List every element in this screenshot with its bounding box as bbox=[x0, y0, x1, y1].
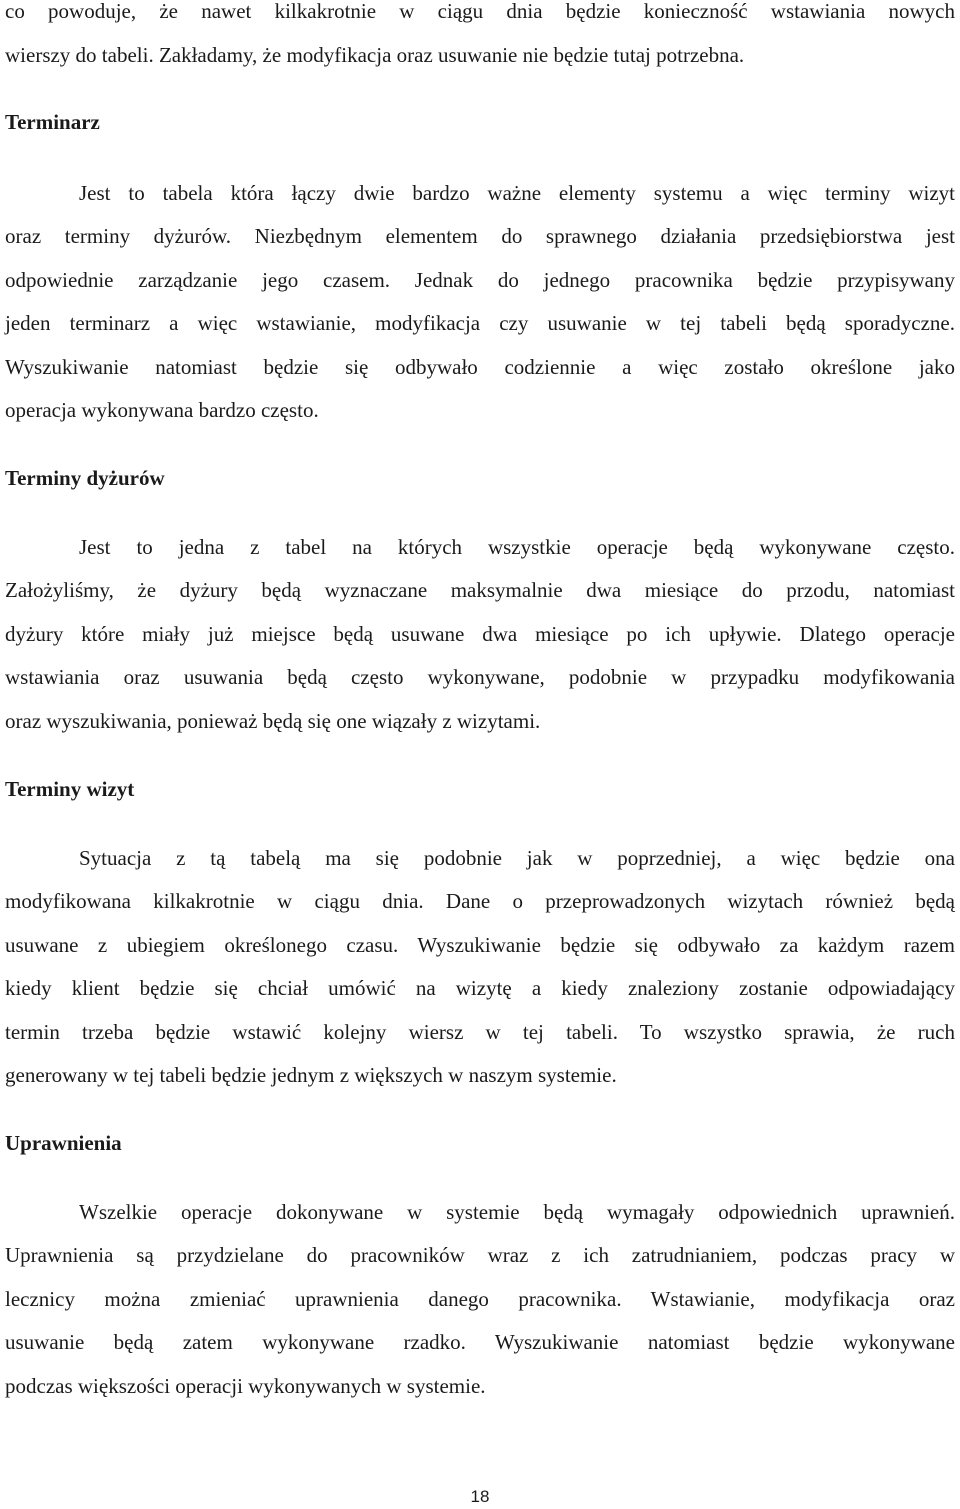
paragraph-line: kiedy klient będzie się chciał umówić na wizytę a kiedy znaleziony zostanie odpowiadający bbox=[5, 976, 955, 1000]
paragraph-line: Jest to jedna z tabel na których wszystkie operacje będą wykonywane często. bbox=[79, 534, 955, 559]
paragraph-line: oraz terminy dyżurów. Niezbędnym elementem do sprawnego działania przedsiębiorstwa jest bbox=[5, 224, 955, 248]
section-paragraph bbox=[5, 172, 955, 433]
paragraph-line: co powoduje, że nawet kilkakrotnie w ciągu dnia będzie konieczność wstawiania nowych bbox=[5, 0, 955, 23]
paragraph-line: Sytuacja z tą tabelą ma się podobnie jak w poprzedniej, a więc będzie ona bbox=[79, 845, 955, 870]
section-heading: Terminy dyżurów bbox=[5, 466, 165, 490]
paragraph-line: termin trzeba będzie wstawić kolejny wiersz w tej tabeli. To wszystko sprawia, że ruch bbox=[5, 1019, 955, 1044]
section-heading: Uprawnienia bbox=[5, 1131, 122, 1155]
page-number: 18 bbox=[470, 1487, 490, 1506]
paragraph-line: Wyszukiwanie natomiast będzie się odbywało codziennie a więc zostało określone jako bbox=[5, 354, 955, 379]
paragraph-line: Jest to tabela która łączy dwie bardzo ważne elementy systemu a więc terminy wizyt bbox=[79, 180, 955, 205]
section-paragraph bbox=[5, 526, 955, 744]
section-uprawnienia bbox=[5, 1122, 955, 1408]
section-terminarz bbox=[5, 101, 955, 433]
paragraph-line: podczas większości operacji wykonywanych w systemie. bbox=[5, 1373, 486, 1398]
paragraph-line: Wszelkie operacje dokonywane w systemie będą wymagały odpowiednich uprawnień. bbox=[79, 1199, 955, 1224]
section-terminy-dyzurow bbox=[5, 457, 955, 743]
section-paragraph bbox=[5, 837, 955, 1098]
paragraph-line: usuwane z ubiegiem określonego czasu. Wyszukiwanie będzie się odbywało za każdym razem bbox=[5, 932, 955, 957]
paragraph-line: modyfikowana kilkakrotnie w ciągu dnia. Dane o przeprowadzonych wizytach również będą bbox=[5, 889, 955, 913]
paragraph-line: Uprawnienia są przydzielane do pracowników wraz z ich zatrudnianiem, podczas pracy w bbox=[5, 1243, 955, 1267]
paragraph-line: usuwanie będą zatem wykonywane rzadko. Wyszukiwanie natomiast będzie wykonywane bbox=[5, 1330, 955, 1354]
paragraph-line: oraz wyszukiwania, ponieważ będą się one wiązały z wizytami. bbox=[5, 708, 541, 733]
intro-paragraph bbox=[5, 0, 955, 77]
section-heading: Terminarz bbox=[5, 110, 100, 134]
paragraph-line: wstawiania oraz usuwania będą często wykonywane, podobnie w przypadku modyfikowania bbox=[5, 665, 955, 689]
paragraph-line: operacja wykonywana bardzo często. bbox=[5, 398, 319, 422]
paragraph-line: wierszy do tabeli. Zakładamy, że modyfikacja oraz usuwanie nie będzie tutaj potrzebna. bbox=[5, 42, 745, 67]
paragraph-line: lecznicy można zmieniać uprawnienia danego pracownika. Wstawianie, modyfikacja oraz bbox=[5, 1286, 955, 1311]
paragraph-line: generowany w tej tabeli będzie jednym z większych w naszym systemie. bbox=[5, 1063, 617, 1087]
paragraph-line: odpowiednie zarządzanie jego czasem. Jednak do jednego pracownika będzie przypisywany bbox=[5, 267, 955, 292]
section-heading: Terminy wizyt bbox=[5, 777, 135, 801]
section-paragraph bbox=[5, 1191, 955, 1409]
section-terminy-wizyt bbox=[5, 768, 955, 1098]
paragraph-line: jeden terminarz a więc wstawianie, modyfikacja czy usuwanie w tej tabeli będą sporadyczne. bbox=[5, 311, 955, 335]
paragraph-line: dyżury które miały już miejsce będą usuwane dwa miesiące po ich upływie. Dlatego operacje bbox=[5, 621, 955, 646]
paragraph-line: Założyliśmy, że dyżury będą wyznaczane maksymalnie dwa miesiące do przodu, natomiast bbox=[5, 578, 955, 602]
